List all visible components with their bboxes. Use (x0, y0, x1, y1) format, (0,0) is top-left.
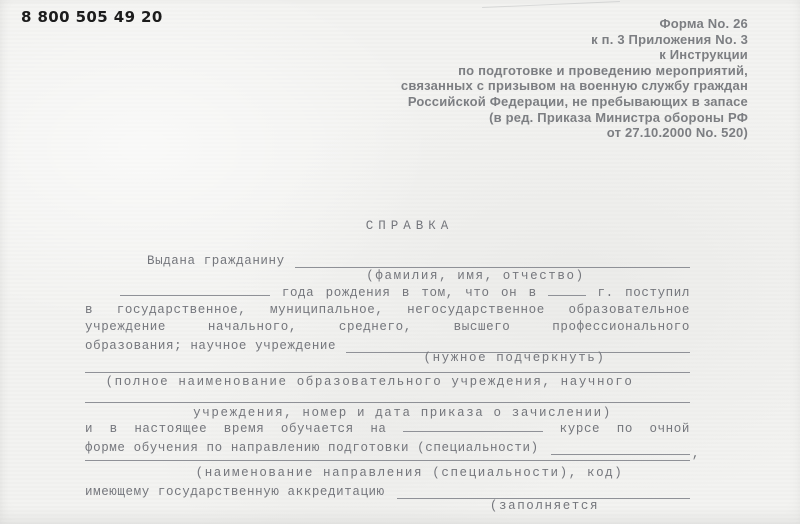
ruled-line (85, 402, 690, 403)
birth-year-blank-field (120, 293, 270, 296)
form-header-line: Российской Федерации, не пребывающих в запасе (407, 93, 748, 109)
underline-caption: (нужное подчеркнуть) (423, 351, 606, 365)
institution-line-1: в государственное, муниципальное, негосударственное образовательное (85, 303, 690, 317)
paragraph-indent (85, 295, 109, 296)
enrolled-text: г. поступил (597, 286, 690, 300)
paragraph-indent (85, 267, 147, 268)
phone-number-watermark: 8 800 505 49 20 (21, 8, 163, 26)
certificate-title: СПРАВКА (365, 219, 454, 233)
current-study-line (85, 422, 690, 438)
filled-caption: (заполняется (489, 499, 600, 513)
form-header-line: к Инструкции (659, 47, 748, 63)
org-caption-line-2: учреждения, номер и дата приказа о зачислении) (193, 406, 612, 420)
birth-year-text: года рождения в том, что он в (281, 286, 537, 300)
name-caption: (фамилия, имя, отчество) (366, 269, 585, 283)
speciality-blank-field-2 (85, 458, 690, 461)
form-header-line: к п. 3 Приложения No. 3 (591, 31, 748, 47)
accreditation-line (85, 483, 690, 499)
form-header-line: от 27.10.2000 No. 520) (606, 125, 748, 141)
speciality-rule-line (85, 446, 700, 461)
course-blank-field (403, 429, 543, 432)
org-caption-line-1: (полное наименование образовательного учреждения, научного (105, 375, 634, 389)
enroll-year-blank-field (548, 293, 586, 296)
ruled-line (85, 372, 690, 373)
accreditation-text: имеющему государственную аккредитацию (85, 485, 385, 499)
current-study-text: и в настоящее время обучается на (85, 422, 387, 436)
study-form-text: форме обучения по направлению подготовки (специальности) (85, 441, 539, 455)
issued-to-line (85, 252, 690, 268)
form-header-line: связанных с призывом на военную службу граждан (400, 78, 748, 94)
form-header-line: (в ред. Приказа Министра обороны РФ (489, 109, 748, 125)
certificate-body (85, 0, 700, 524)
form-header-line: Форма No. 26 (659, 16, 748, 31)
trailing-comma: , (691, 447, 700, 461)
form-header-line: по подготовке и проведению мероприятий, (458, 62, 748, 78)
course-text: курсе по очной (559, 422, 690, 436)
institution-line-3-text: образования; научное учреждение (85, 339, 337, 353)
birth-year-line (85, 286, 690, 302)
speciality-caption: (наименование направления (специальности), код) (195, 466, 624, 480)
name-blank-field (295, 265, 690, 268)
institution-line-2: учреждение начального, среднего, высшего профессионального (85, 320, 690, 334)
issued-to-label: Выдана гражданину (147, 254, 285, 268)
